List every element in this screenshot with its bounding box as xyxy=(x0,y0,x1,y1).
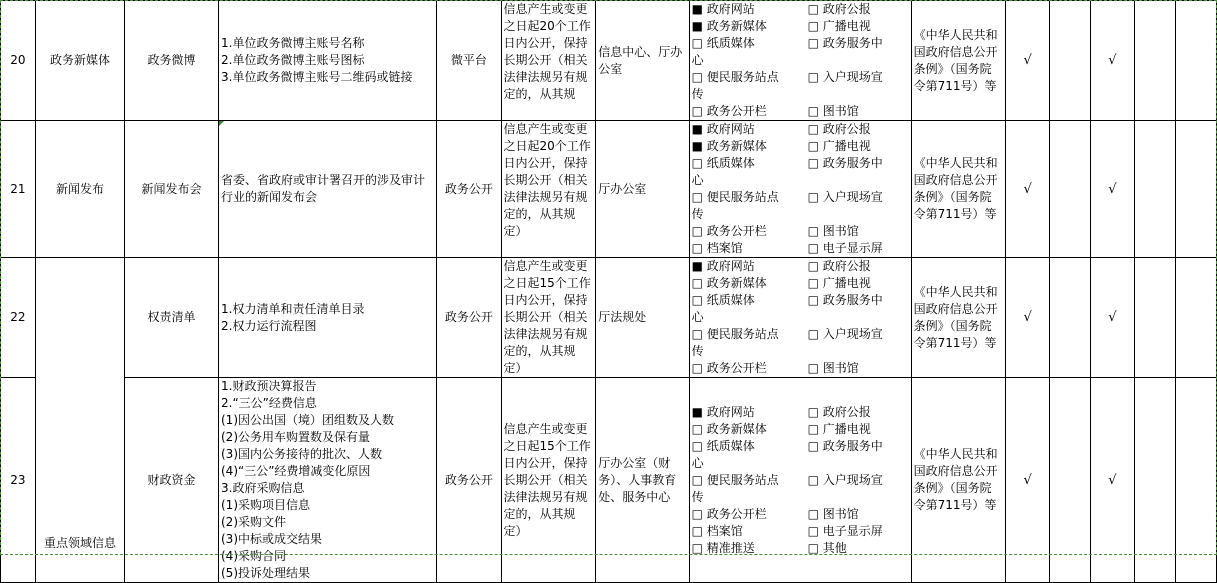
publish-method-option: □ 精准推送 xyxy=(691,540,755,555)
publish-method-option: □ 便民服务站点 xyxy=(691,472,779,487)
publish-method-option: □ 便民服务站点 xyxy=(691,70,779,84)
content-line: (3)国内公务接待的批次、人数 xyxy=(221,447,382,461)
check-mark: √ xyxy=(1091,378,1135,583)
category-cell: 政务新媒体 xyxy=(35,1,124,121)
publish-method-option: ■ 政务新媒体 xyxy=(691,139,767,153)
publish-method-option: □ 便民服务站点 xyxy=(691,327,779,341)
publish-method-option xyxy=(808,309,908,326)
publish-method-option xyxy=(808,489,908,506)
check-mark: √ xyxy=(1006,121,1050,258)
content-cell xyxy=(219,121,437,258)
methods-cell xyxy=(689,1,911,121)
content-line: (4)采购合同 xyxy=(221,549,286,563)
publish-method-option: 传 xyxy=(691,207,704,221)
publish-method-option: □ 便民服务站点 xyxy=(691,190,779,204)
table-row xyxy=(1,258,1217,378)
publish-method-option: □ 其他 xyxy=(807,540,847,555)
publish-method-option xyxy=(808,455,908,472)
publish-method-option: □ 图书馆 xyxy=(807,361,859,375)
empty-cell xyxy=(1049,121,1090,258)
publish-method-option: □ 图书馆 xyxy=(807,506,859,521)
subject-cell: 厅办公室 xyxy=(596,121,689,258)
check-mark: √ xyxy=(1091,258,1135,378)
publish-method-option: ■ 政府网站 xyxy=(691,404,755,419)
content-cell xyxy=(219,1,437,121)
category-cell: 新闻发布 xyxy=(35,121,124,258)
content-line: (5)投诉处理结果 xyxy=(221,566,310,580)
publish-method-option: □ 政务新媒体 xyxy=(691,421,767,436)
publish-method-option: 传 xyxy=(691,87,704,101)
content-line: 2.“三公”经费信息 xyxy=(221,396,317,410)
publish-method-option: □ 图书馆 xyxy=(807,104,859,118)
publish-method-option: □ 政务公开栏 xyxy=(691,224,767,238)
methods-cell xyxy=(689,378,911,583)
cell-comment-marker xyxy=(219,121,224,126)
subject-cell: 厅法规处 xyxy=(596,258,689,378)
publish-method-option: 传 xyxy=(691,344,704,358)
category-cell xyxy=(35,258,124,583)
item-cell: 财政资金 xyxy=(125,378,219,583)
publish-method-option: 心 xyxy=(691,53,704,67)
methods-cell xyxy=(689,121,911,258)
empty-cell xyxy=(1049,258,1090,378)
publish-method-option: □ 政府公报 xyxy=(807,122,871,136)
basis-cell: 《中华人民共和国政府信息公开条例》（国务院令第711号）等 xyxy=(911,378,1006,583)
content-line: (1)采购项目信息 xyxy=(221,498,310,512)
content-line: 1.单位政务微博主账号名称 xyxy=(221,36,365,50)
empty-cell xyxy=(1049,1,1090,121)
publish-method-option: □ 纸质媒体 xyxy=(691,293,755,307)
publish-method-option: □ 政务公开栏 xyxy=(691,104,767,118)
publish-method-option: □ 电子显示屏 xyxy=(807,241,883,255)
publish-method-option xyxy=(808,343,908,360)
table-row xyxy=(1,1,1217,121)
subject-cell: 信息中心、厅办公室 xyxy=(596,1,689,121)
publish-method-option: 心 xyxy=(691,173,704,187)
row-number: 21 xyxy=(1,121,36,258)
publish-method-option: □ 政务服务中 xyxy=(807,36,883,50)
basis-cell: 《中华人民共和国政府信息公开条例》（国务院令第711号）等 xyxy=(911,1,1006,121)
publish-method-option: □ 广播电视 xyxy=(807,276,871,290)
basis-cell: 《中华人民共和国政府信息公开条例》（国务院令第711号）等 xyxy=(911,258,1006,378)
empty-cell xyxy=(1175,378,1216,583)
channel-cell: 政务公开 xyxy=(437,378,501,583)
time-limit-cell: 信息产生或变更之日起20个工作日内公开，保持长期公开（相关法律法规另有规定的，从其规定） xyxy=(501,121,596,258)
empty-cell xyxy=(1175,121,1216,258)
publish-method-option: □ 档案馆 xyxy=(691,523,743,538)
publish-method-option: □ 广播电视 xyxy=(807,421,871,436)
publish-method-option: 传 xyxy=(691,489,704,504)
publish-method-option: □ 政府公报 xyxy=(807,259,871,273)
check-mark: √ xyxy=(1006,258,1050,378)
publish-method-option: □ 广播电视 xyxy=(807,19,871,33)
publish-method-option: ■ 政府网站 xyxy=(691,122,755,136)
publish-method-option: ■ 政务新媒体 xyxy=(691,19,767,33)
publish-method-option: 心 xyxy=(691,310,704,324)
publish-method-option: □ 政务服务中 xyxy=(807,156,883,170)
publish-method-option: □ 纸质媒体 xyxy=(691,156,755,170)
publish-method-option: □ 入户现场宣 xyxy=(807,472,883,487)
check-mark: √ xyxy=(1091,121,1135,258)
publish-method-option: ■ 政府网站 xyxy=(691,2,755,16)
empty-cell xyxy=(1175,1,1216,121)
empty-cell xyxy=(1134,258,1175,378)
content-line: (1)因公出国（境）团组数及人数 xyxy=(221,413,394,427)
item-cell: 政务微博 xyxy=(125,1,219,121)
channel-cell: 政务公开 xyxy=(437,121,501,258)
check-mark: √ xyxy=(1006,1,1050,121)
content-line: 3.单位政务微博主账号二维码或链接 xyxy=(221,70,413,84)
row-number: 20 xyxy=(1,1,36,121)
publish-method-option: ■ 政府网站 xyxy=(691,259,755,273)
methods-cell xyxy=(689,258,911,378)
publish-method-option xyxy=(808,86,908,103)
table-row xyxy=(1,121,1217,258)
content-line: 2.权力运行流程图 xyxy=(221,318,317,333)
time-limit-cell: 信息产生或变更之日起15个工作日内公开，保持长期公开（相关法律法规另有规定的，从其规定） xyxy=(501,378,596,583)
publish-method-option: □ 政府公报 xyxy=(807,404,871,419)
content-line: 省委、省政府或审计署召开的涉及审计行业的新闻发布会 xyxy=(221,173,426,204)
publish-method-option: □ 广播电视 xyxy=(807,139,871,153)
subject-cell: 厅办公室（财务）、人事教育处、服务中心 xyxy=(596,378,689,583)
publish-method-option xyxy=(808,172,908,189)
row-number: 22 xyxy=(1,258,36,378)
row-number: 23 xyxy=(1,378,36,583)
check-mark: √ xyxy=(1006,378,1050,583)
publish-method-option xyxy=(808,52,908,69)
content-cell xyxy=(219,258,437,378)
publish-method-option: □ 政务新媒体 xyxy=(691,276,767,290)
publish-method-option: □ 入户现场宣 xyxy=(807,70,883,84)
publish-method-option: □ 政务公开栏 xyxy=(691,506,767,521)
check-mark: √ xyxy=(1091,1,1135,121)
publish-method-option: □ 纸质媒体 xyxy=(691,36,755,50)
publish-method-option: □ 政务公开栏 xyxy=(691,361,767,375)
publish-method-option: □ 电子显示屏 xyxy=(807,523,883,538)
item-cell: 新闻发布会 xyxy=(125,121,219,258)
time-limit-cell: 信息产生或变更之日起15个工作日内公开，保持长期公开（相关法律法规另有规定的，从其规定） xyxy=(501,258,596,378)
content-line: (2)公务用车购置数及保有量 xyxy=(221,430,370,444)
item-cell: 权责清单 xyxy=(125,258,219,378)
publish-method-option: □ 政务服务中 xyxy=(807,438,883,453)
content-line: (4)“三公”经费增减变化原因 xyxy=(221,464,371,478)
time-limit-cell: 信息产生或变更之日起20个工作日内公开，保持长期公开（相关法律法规另有规定的，从其规 xyxy=(501,1,596,121)
empty-cell xyxy=(1049,378,1090,583)
content-line: (2)采购文件 xyxy=(221,515,286,529)
publish-method-option: □ 入户现场宣 xyxy=(807,327,883,341)
empty-cell xyxy=(1134,378,1175,583)
publish-method-option: □ 纸质媒体 xyxy=(691,438,755,453)
empty-cell xyxy=(1175,258,1216,378)
content-line: 1.财政预决算报告 xyxy=(221,379,317,393)
basis-cell: 《中华人民共和国政府信息公开条例》（国务院令第711号）等 xyxy=(911,121,1006,258)
publish-method-option: □ 入户现场宣 xyxy=(807,190,883,204)
publish-method-option: □ 政府公报 xyxy=(807,2,871,16)
content-line: (3)中标或成交结果 xyxy=(221,532,322,546)
publish-method-option xyxy=(808,206,908,223)
content-line: 3.政府采购信息 xyxy=(221,481,305,495)
empty-cell xyxy=(1134,1,1175,121)
category-label: 重点领域信息 xyxy=(43,536,116,550)
publish-method-option: □ 政务服务中 xyxy=(807,293,883,307)
content-cell xyxy=(219,378,437,583)
content-line: 1.权力清单和责任清单目录 xyxy=(221,301,365,316)
publish-method-option: □ 档案馆 xyxy=(691,241,743,255)
channel-cell: 微平台 xyxy=(437,1,501,121)
publish-method-option: □ 图书馆 xyxy=(807,224,859,238)
channel-cell: 政务公开 xyxy=(437,258,501,378)
content-line: 2.单位政务微博主账号图标 xyxy=(221,53,365,67)
empty-cell xyxy=(1134,121,1175,258)
publish-method-option: 心 xyxy=(691,455,704,470)
table-row xyxy=(1,378,1217,583)
